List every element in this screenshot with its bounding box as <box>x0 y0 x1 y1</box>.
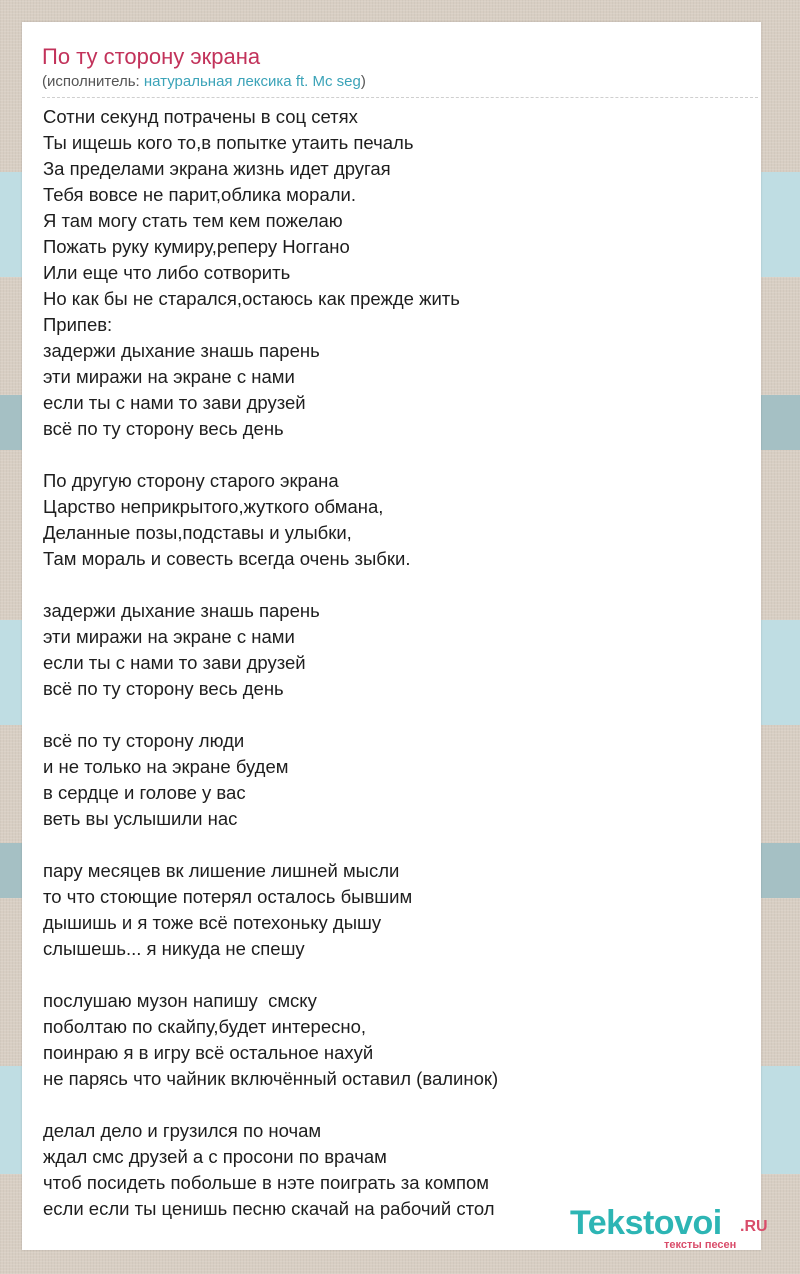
lyric-blank-line <box>43 962 743 988</box>
lyric-line: всё по ту сторону весь день <box>43 418 284 439</box>
lyric-line: послушаю музон напишу смску <box>43 990 317 1011</box>
lyric-line: По другую сторону старого экрана <box>43 470 339 491</box>
lyric-line: Пожать руку кумиру,реперу Ноггано <box>43 236 350 257</box>
lyric-line: Припев: <box>43 314 113 335</box>
lyric-line: Ты ищешь кого то,в попытке утаить печаль <box>43 132 414 153</box>
lyric-line: всё по ту сторону весь день <box>43 678 284 699</box>
lyrics-text <box>43 104 743 1222</box>
lyric-line: дышишь и я тоже всё потехоньку дышу <box>43 912 382 933</box>
lyric-line: ждал смс друзей а с просони по врачам <box>43 1146 387 1167</box>
artist-prefix: (исполнитель: <box>42 73 144 90</box>
lyric-line: поинраю я в игру всё остальное нахуй <box>43 1042 374 1063</box>
tekstovoi-logo[interactable] <box>570 1204 780 1252</box>
lyric-line: задержи дыхание знашь парень <box>43 340 320 361</box>
lyric-blank-line <box>43 702 743 728</box>
lyric-line: веть вы услышили нас <box>43 808 238 829</box>
lyric-line: Деланные позы,подставы и улыбки, <box>43 522 352 543</box>
lyric-line: эти миражи на экране с нами <box>43 366 295 387</box>
lyric-line: если ты с нами то зави друзей <box>43 392 306 413</box>
song-title: По ту сторону экрана <box>42 44 261 69</box>
lyric-line: Сотни секунд потрачены в соц сетях <box>43 106 358 127</box>
lyric-blank-line <box>43 1092 743 1118</box>
lyric-line: Там мораль и совесть всегда очень зыбки. <box>43 548 411 569</box>
lyric-line: если если ты ценишь песню скачай на рабочий стол <box>43 1198 495 1219</box>
lyric-line: Но как бы не старался,остаюсь как прежде жить <box>43 288 460 309</box>
lyric-line: поболтаю по скайпу,будет интересно, <box>43 1016 367 1037</box>
header-divider <box>42 97 758 98</box>
artist-suffix: ) <box>360 73 366 90</box>
artist-link[interactable]: натуральная лексика ft. Mc seg <box>143 73 361 90</box>
logo-main-text: Tekstovoi <box>570 1204 722 1242</box>
lyric-line: не парясь что чайник включённый оставил (валинок) <box>43 1068 499 1089</box>
lyric-line: Царство неприкрытого,жуткого обмана, <box>43 496 384 517</box>
logo-domain-suffix: .RU <box>740 1218 768 1235</box>
lyric-line: в сердце и голове у вас <box>43 782 246 803</box>
lyric-line: то что стоющие потерял осталось бывшим <box>43 886 413 907</box>
lyric-line: эти миражи на экране с нами <box>43 626 295 647</box>
lyric-line: всё по ту сторону люди <box>43 730 245 751</box>
lyric-line: если ты с нами то зави друзей <box>43 652 306 673</box>
lyric-blank-line <box>43 442 743 468</box>
lyric-blank-line <box>43 572 743 598</box>
lyric-line: За пределами экрана жизнь идет другая <box>43 158 391 179</box>
lyric-line: пару месяцев вк лишение лишней мысли <box>43 860 400 881</box>
lyric-line: Тебя вовсе не парит,облика морали. <box>43 184 357 205</box>
lyric-blank-line <box>43 832 743 858</box>
lyric-line: Я там могу стать тем кем пожелаю <box>43 210 343 231</box>
lyric-line: делал дело и грузился по ночам <box>43 1120 322 1141</box>
artist-line <box>42 72 366 92</box>
lyric-line: слышешь... я никуда не спешу <box>43 938 305 959</box>
lyric-line: чтоб посидеть побольше в нэте поиграть за компом <box>43 1172 489 1193</box>
lyric-line: и не только на экране будем <box>43 756 289 777</box>
lyric-line: задержи дыхание знашь парень <box>43 600 320 621</box>
lyric-line: Или еще что либо сотворить <box>43 262 291 283</box>
logo-tagline: тексты песен <box>664 1239 737 1251</box>
lyrics-card <box>22 22 768 1251</box>
